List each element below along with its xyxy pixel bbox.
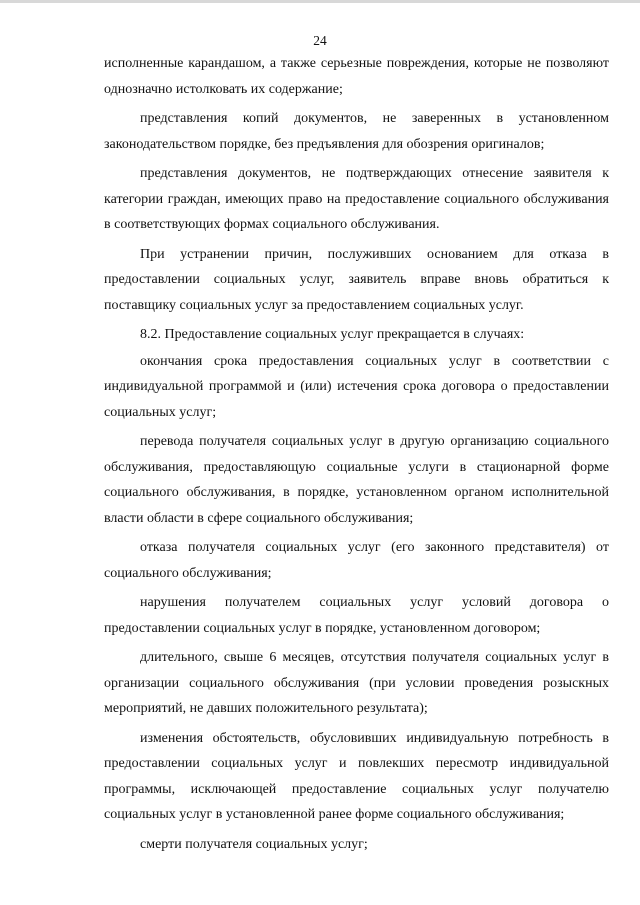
paragraph-continuation: исполненные карандашом, а также серьезные повреждения, которые не позволяют однозначно истолковать их содержание; bbox=[104, 56, 609, 97]
document-body bbox=[104, 51, 609, 861]
paragraph-copies-not-certified: представления копий документов, не заверенных в установленном законодательством порядке, без предъявления для обозрения оригиналов; bbox=[104, 111, 609, 152]
paragraph-long-absence: длительного, свыше 6 месяцев, отсутствия получателя социальных услуг в организации социального обслуживания (при условии проведения розыскных мероприятий, не давших положительного результата); bbox=[104, 650, 609, 716]
page-number: 24 bbox=[313, 33, 327, 48]
paragraph-reapply-right: При устранении причин, послуживших основанием для отказа в предоставлении социальных услуг, заявитель вправе вновь обратиться к поставщику социальных услуг за предоставлением социальных услуг. bbox=[104, 246, 609, 313]
paragraph-death: смерти получателя социальных услуг; bbox=[140, 836, 368, 852]
paragraph-transfer: перевода получателя социальных услуг в другую организацию социального обслуживания, предоставляющую социальные услуги в стационарной форме социального обслуживания, в порядке, установленном органом исполнительной власти области в сфере социального обслуживания; bbox=[104, 434, 609, 526]
paragraph-term-expiry: окончания срока предоставления социальных услуг в соответствии с индивидуальной программой и (или) истечения срока договора о предоставлении социальных услуг; bbox=[104, 353, 609, 420]
section-8-2-heading: 8.2. Предоставление социальных услуг прекращается в случаях: bbox=[140, 327, 525, 342]
scan-top-edge bbox=[0, 0, 640, 3]
paragraph-documents-not-confirming: представления документов, не подтверждающих отнесение заявителя к категории граждан, имеющих право на предоставление социального обслуживания в соответствующих формах социального обслуживания. bbox=[104, 166, 609, 232]
paragraph-refusal: отказа получателя социальных услуг (его законного представителя) от социального обслуживания; bbox=[104, 540, 609, 581]
paragraph-contract-violation: нарушения получателем социальных услуг условий договора о предоставлении социальных услуг в порядке, установленном договором; bbox=[104, 595, 609, 636]
paragraph-circumstances-change: изменения обстоятельств, обусловивших индивидуальную потребность в предоставлении социальных услуг и повлекших пересмотр индивидуальной программы, исключающей предоставление социальных услуг получателю социальных услуг в установленной ранее форме социального обслуживания; bbox=[104, 730, 609, 822]
